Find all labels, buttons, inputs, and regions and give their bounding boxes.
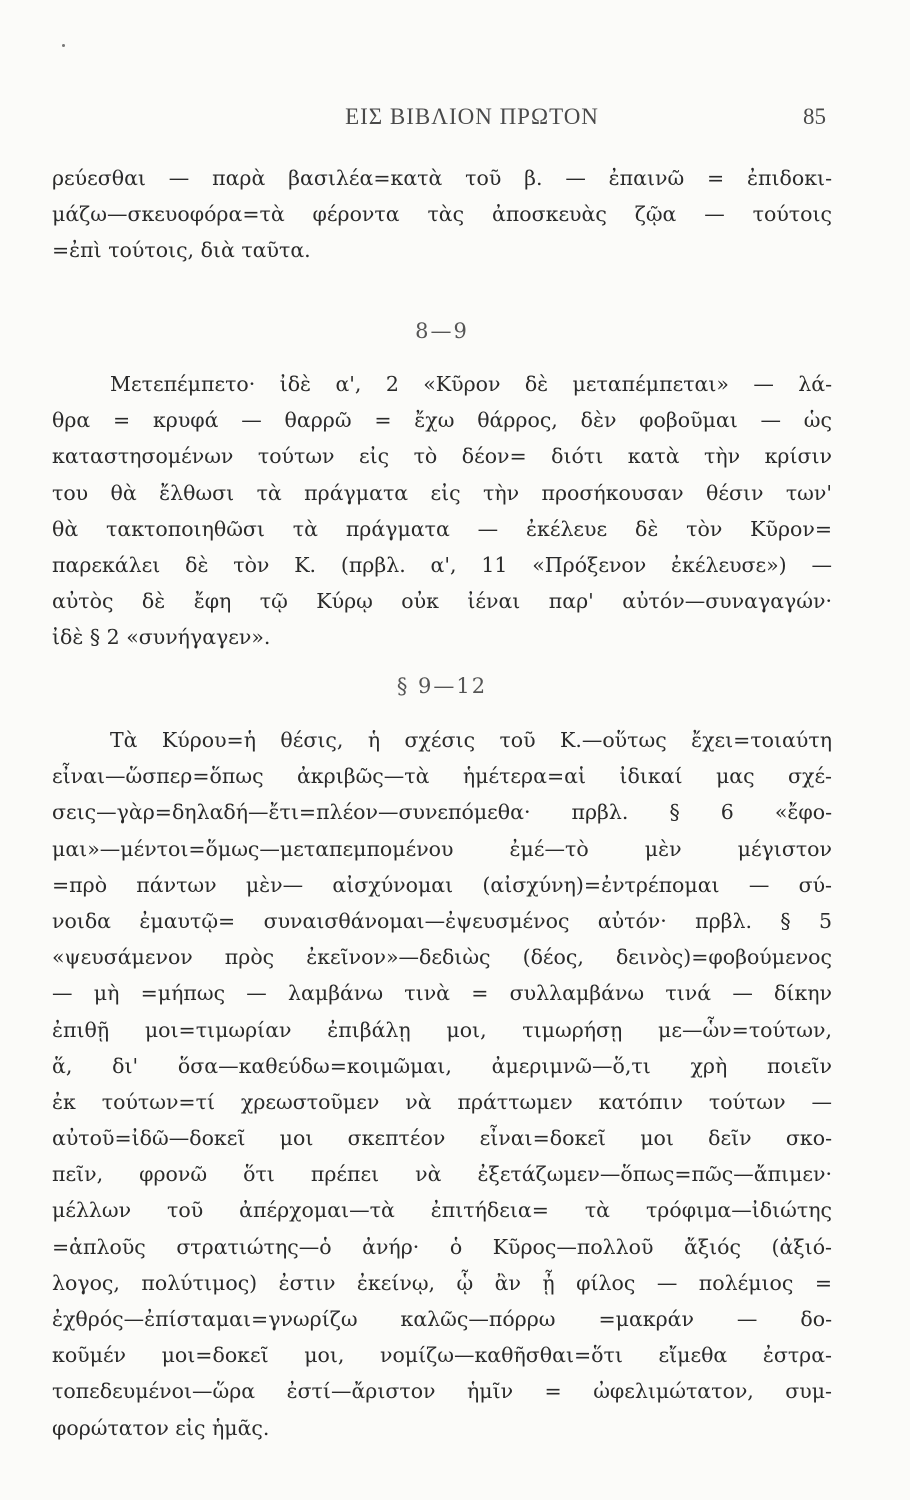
text-line: θὰ τακτοποιηθῶσι τὰ πράγματα — ἐκέλευε δὲ τὸν Κῦρον= (52, 516, 832, 541)
text-line: παρεκάλει δὲ τὸν Κ. (πρβλ. α', 11 «Πρόξενον ἐκέλευσε») — (52, 552, 832, 577)
text-line: αὐτοῦ=ἰδῶ—δοκεῖ μοι σκεπτέον εἶναι=δοκεῖ μοι δεῖν σκο- (52, 1126, 832, 1151)
text-line: ἐπιθῇ μοι=τιμωρίαν ἐπιβάλῃ μοι, τιμωρήσῃ με—ὧν=τούτων, (52, 1017, 832, 1042)
text-line: νοιδα ἐμαυτῷ= συναισθάνομαι—ἐψευσμένος αὐτόν· πρβλ. § 5 (52, 908, 832, 933)
text-line: θρα = κρυφά — θαρρῶ = ἔχω θάρρος, δὲν φοβοῦμαι — ὡς (52, 408, 832, 433)
text-line: ρεύεσθαι — παρὰ βασιλέα=κατὰ τοῦ β. — ἐπαινῶ = ἐπιδοκι- (52, 166, 832, 190)
page-speck (62, 44, 65, 47)
text-line: Τὰ Κύρου=ἡ θέσις, ἡ σχέσις τοῦ Κ.—οὕτως ἔχει=τοιαύτη (110, 728, 832, 752)
text-line: καταστησομένων τούτων εἰς τὸ δέον= διότι κατὰ τὴν κρίσιν (52, 444, 832, 469)
text-line: σεις—γὰρ=δηλαδή—ἔτι=πλέον—συνεπόμεθα· πρβλ. § 6 «ἔφο- (52, 800, 832, 825)
text-line: «ψευσάμενον πρὸς ἐκεῖνον»—δεδιὼς (δέος, δεινὸς)=φοβούμενος (52, 945, 832, 970)
text-line: τοπεδευμένοι—ὥρα ἐστί—ἄριστον ἡμῖν = ὠφελιμώτατον, συμ- (52, 1379, 832, 1404)
text-line: του θὰ ἔλθωσι τὰ πράγματα εἰς τὴν προσήκουσαν θέσιν των' (52, 480, 832, 505)
text-line: λογος, πολύτιμος) ἐστιν ἐκείνῳ, ᾧ ἂν ᾖ φίλος — πολέμιος = (52, 1270, 832, 1295)
text-line: ἐκ τούτων=τί χρεωστοῦμεν νὰ πράττωμεν κατόπιν τούτων — (52, 1089, 832, 1114)
commentary-block-9-12 (52, 722, 832, 1446)
text-line: μέλλων τοῦ ἀπέρχομαι—τὰ ἐπιτήδεια= τὰ τρόφιμα—ἰδιώτης (52, 1198, 832, 1223)
text-line: ἐχθρός—ἐπίσταμαι=γνωρίζω καλῶς—πόρρω =μακράν — δο- (52, 1307, 832, 1331)
text-line: αὐτὸς δὲ ἔφη τῷ Κύρῳ οὐκ ἰέναι παρ' αὐτόν—συναγαγών· (52, 589, 832, 614)
running-head: ΕΙΣ ΒΙΒΛΙΟΝ ΠΡΩΤΟΝ (345, 104, 599, 129)
text-line: =ἁπλοῦς στρατιώτης—ὁ ἀνήρ· ὁ Κῦρος—πολλοῦ ἄξιός (ἀξιό- (52, 1234, 832, 1259)
text-line: πεῖν, φρονῶ ὅτι πρέπει νὰ ἐξετάζωμεν—ὅπως=πῶς—ἄπιμεν· (52, 1162, 832, 1187)
page-header (118, 104, 826, 144)
commentary-block-continuation (52, 160, 832, 269)
text-line: — μὴ =μήπως — λαμβάνω τινὰ = συλλαμβάνω τινά — δίκην (52, 981, 832, 1006)
section-heading-8-9: 8—9 (415, 319, 469, 343)
text-line: ἅ, δι' ὅσα—καθεύδω=κοιμῶμαι, ἀμεριμνῶ—ὅ,τι χρὴ ποιεῖν (52, 1053, 832, 1078)
page-number: 85 (803, 104, 826, 129)
text-line: κοῦμέν μοι=δοκεῖ μοι, νομίζω—καθῆσθαι=ὅτι εἴμεθα ἐστρα- (52, 1343, 832, 1368)
text-line: =ἐπὶ τούτοις, διὰ ταῦτα. (52, 238, 311, 263)
text-line: μάζω—σκευοφόρα=τὰ φέροντα τὰς ἀποσκευὰς ζῷα — τούτοις (52, 202, 832, 227)
text-line: Μετεπέμπετο· ἰδὲ α', 2 «Κῦρον δὲ μεταπέμπεται» — λά- (110, 372, 832, 396)
text-line: =πρὸ πάντων μὲν— αἰσχύνομαι (αἰσχύνη)=ἐντρέπομαι — σύ- (52, 872, 832, 897)
text-line: φορώτατον εἰς ἡμᾶς. (52, 1415, 270, 1440)
text-line: εἶναι—ὥσπερ=ὅπως ἀκριβῶς—τὰ ἡμέτερα=αἱ ἰδικαί μας σχέ- (52, 764, 832, 789)
commentary-block-8-9 (52, 366, 832, 656)
section-heading-9-12: § 9—12 (396, 674, 488, 698)
text-line: ἰδὲ § 2 «συνήγαγεν». (52, 625, 271, 650)
text-line: μαι»—μέντοι=ὅμως—μεταπεμπομένου ἐμέ—τὸ μὲν μέγιστον (52, 836, 832, 861)
